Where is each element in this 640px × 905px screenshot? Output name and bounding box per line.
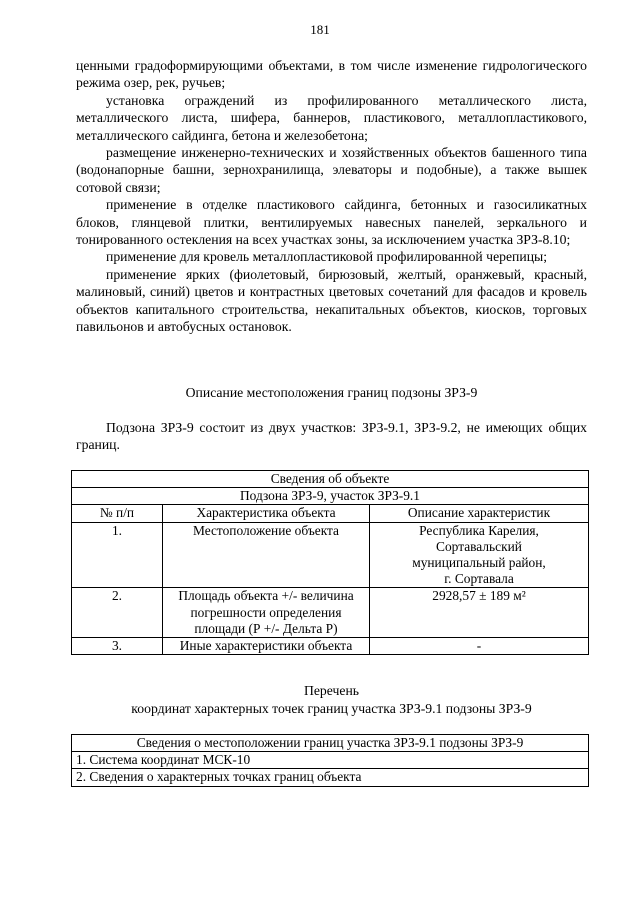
table-title: Сведения о местоположении границ участка ЗРЗ-9.1 подзоны ЗРЗ-9 <box>72 735 589 752</box>
row-characteristic: Иные характеристики объекта <box>163 638 370 655</box>
restrictions-list <box>76 57 587 336</box>
section-heading: Описание местоположения границ подзоны ЗРЗ-9 <box>185 385 478 400</box>
table-row <box>72 769 589 786</box>
table-row <box>72 522 589 588</box>
column-header: № п/п <box>72 505 163 522</box>
paragraph: установка ограждений из профилированного металлического листа, металлического листа, шифера, баннеров, пластикового, металлопластикового, металлического сайдинга, бетона и железобетона; <box>76 92 587 143</box>
table-header-row <box>72 505 589 522</box>
list-heading: Перечень <box>303 683 360 698</box>
paragraph: ценными градоформирующими объектами, в том числе изменение гидрологического режима озер, рек, ручьев; <box>76 58 587 91</box>
intro-paragraph: Подзона ЗРЗ-9 состоит из двух участков: ЗРЗ-9.1, ЗРЗ-9.2, не имеющих общих границ. <box>76 420 587 453</box>
table-cell: 1. Система координат МСК-10 <box>72 752 589 769</box>
object-info-table <box>71 470 589 655</box>
location-info-table <box>71 734 589 787</box>
column-header: Описание характеристик <box>370 505 589 522</box>
paragraph: применение для кровель металлопластиковой профилированной черепицы; <box>106 249 548 265</box>
table-cell: 2. Сведения о характерных точках границ объекта <box>72 769 589 786</box>
paragraph: размещение инженерно-технических и хозяйственных объектов башенного типа (водонапорные башни, зернохранилища, элеваторы и подобные), а также вышек сотовой связи; <box>76 145 587 195</box>
row-number: 1. <box>72 522 163 588</box>
table-title-row <box>72 735 589 752</box>
table-subtitle: Подзона ЗРЗ-9, участок ЗРЗ-9.1 <box>72 488 589 505</box>
row-description: - <box>370 638 589 655</box>
row-description: Республика Карелия, Сортавальский муниципальный район, г. Сортавала <box>370 522 589 588</box>
row-description: 2928,57 ± 189 м² <box>370 588 589 638</box>
page-number: 181 <box>310 22 330 37</box>
row-characteristic: Местоположение объекта <box>163 522 370 588</box>
table-subtitle-row <box>72 488 589 505</box>
paragraph: применение в отделке пластикового сайдинга, бетонных и газосиликатных блоков, глянцевой плитки, вентилируемых навесных панелей, зеркального и тонированного остекления на всех участках зоны, за исключением участка ЗРЗ-8.10; <box>76 197 587 248</box>
row-number: 3. <box>72 638 163 655</box>
paragraph: применение ярких (фиолетовый, бирюзовый, желтый, оранжевый, красный, малиновый, синий) цветов и контрастных цветовых сочетаний для фасадов и кровель объектов капитального строительства, некапитальных объектов, киосков, торговых павильонов и автобусных остановок. <box>76 266 587 335</box>
column-header: Характеристика объекта <box>163 505 370 522</box>
row-number: 2. <box>72 588 163 638</box>
table-row <box>72 588 589 638</box>
list-subheading: координат характерных точек границ участка ЗРЗ-9.1 подзоны ЗРЗ-9 <box>131 701 532 716</box>
table-row <box>72 752 589 769</box>
table-title: Сведения об объекте <box>72 471 589 488</box>
table-title-row <box>72 471 589 488</box>
table-row <box>72 638 589 655</box>
row-characteristic: Площадь объекта +/- величина погрешности определения площади (Р +/- Дельта Р) <box>163 588 370 638</box>
